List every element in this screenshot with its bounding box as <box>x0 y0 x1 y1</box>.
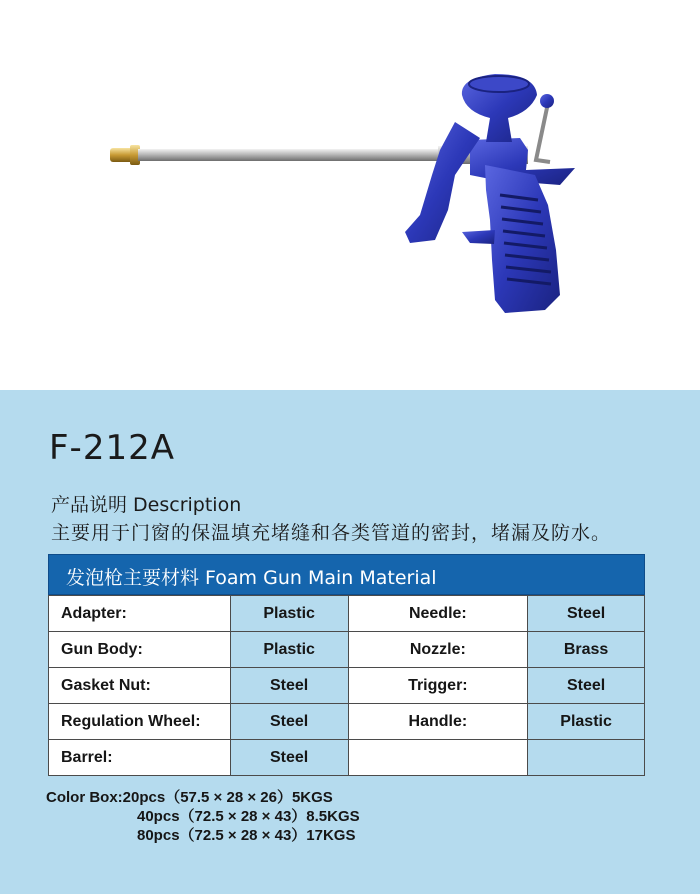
table-row <box>49 740 645 776</box>
product-photo-area <box>0 0 700 390</box>
material-part-label: Adapter: <box>49 596 231 632</box>
material-part-label: Gun Body: <box>49 632 231 668</box>
material-value: Steel <box>528 596 645 632</box>
model-number: F-212A <box>49 428 175 468</box>
table-row <box>49 596 645 632</box>
materials-table <box>48 595 645 776</box>
material-part-label: Nozzle: <box>348 632 528 668</box>
material-value <box>528 740 645 776</box>
table-row <box>49 632 645 668</box>
material-value: Steel <box>230 704 348 740</box>
material-part-label: Trigger: <box>348 668 528 704</box>
material-value: Plastic <box>230 632 348 668</box>
material-part-label <box>348 740 528 776</box>
material-value: Plastic <box>230 596 348 632</box>
packing-line: 80pcs（72.5 × 28 × 43）17KGS <box>137 827 356 844</box>
description-heading: 产品说明 Description <box>51 494 242 516</box>
material-part-label: Gasket Nut: <box>49 668 231 704</box>
material-part-label: Regulation Wheel: <box>49 704 231 740</box>
table-row <box>49 668 645 704</box>
packing-line: 40pcs（72.5 × 28 × 43）8.5KGS <box>137 808 360 825</box>
material-part-label: Needle: <box>348 596 528 632</box>
packing-line: Color Box:20pcs（57.5 × 28 × 26）5KGS <box>46 789 333 806</box>
description-text: 主要用于门窗的保温填充堵缝和各类管道的密封，堵漏及防水。 <box>51 522 612 544</box>
material-value: Steel <box>230 668 348 704</box>
material-value: Plastic <box>528 704 645 740</box>
materials-table-title: 发泡枪主要材料 Foam Gun Main Material <box>48 554 645 595</box>
material-part-label: Handle: <box>348 704 528 740</box>
material-value: Steel <box>528 668 645 704</box>
foam-gun-icon <box>0 0 700 390</box>
table-row <box>49 704 645 740</box>
material-value: Steel <box>230 740 348 776</box>
material-value: Brass <box>528 632 645 668</box>
material-part-label: Barrel: <box>49 740 231 776</box>
